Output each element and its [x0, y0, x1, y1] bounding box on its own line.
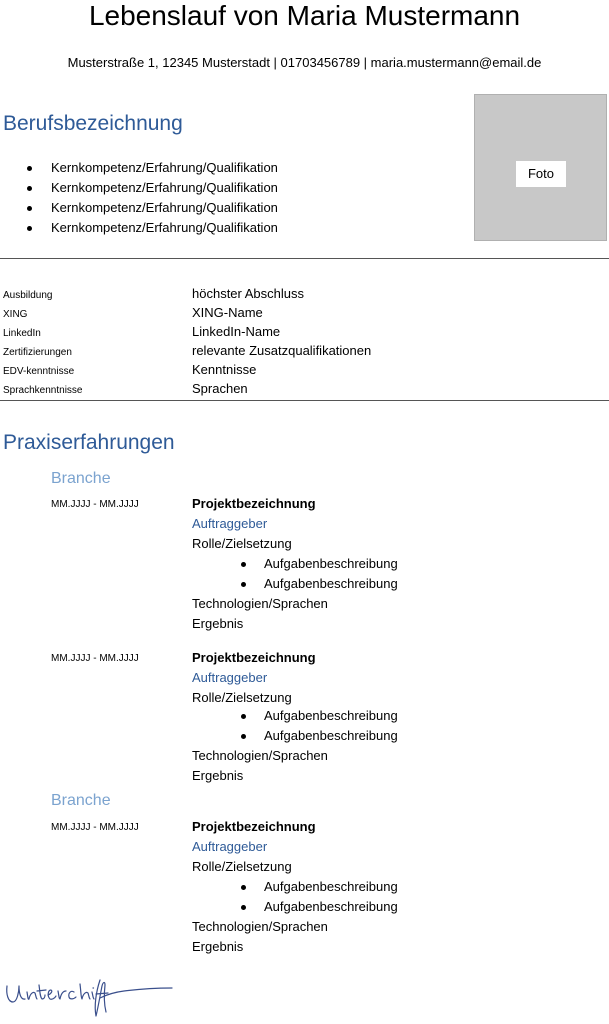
- task-item: Aufgabenbeschreibung: [192, 706, 328, 726]
- project-entry: [192, 817, 398, 957]
- info-row-zertifizierungen: [0, 342, 609, 361]
- info-label: LinkedIn: [3, 328, 41, 339]
- page-title: Lebenslauf von Maria Mustermann: [88, 0, 521, 31]
- info-row-xing: [0, 304, 609, 323]
- bullet-icon: [27, 186, 32, 191]
- project-date: MM.JJJJ - MM.JJJJ: [51, 499, 139, 510]
- project-result: Ergebnis: [192, 768, 244, 783]
- bullet-icon: [241, 562, 246, 567]
- info-row-sprachen: [0, 380, 609, 399]
- task-item: Aufgabenbeschreibung: [192, 877, 328, 897]
- project-tech: Technologien/Sprachen: [192, 596, 328, 611]
- info-value: Kenntnisse: [192, 362, 257, 377]
- info-label: Ausbildung: [3, 290, 53, 301]
- bullet-icon: [241, 714, 246, 719]
- project-date: MM.JJJJ - MM.JJJJ: [51, 822, 139, 833]
- task-item: Aufgabenbeschreibung: [192, 726, 328, 746]
- info-label: Sprachkenntnisse: [3, 385, 83, 396]
- project-title: Projektbezeichnung: [192, 496, 316, 511]
- branche-heading: Branche: [51, 470, 111, 487]
- bullet-icon: [241, 734, 246, 739]
- bullet-icon: [27, 166, 32, 171]
- project-client: Auftraggeber: [192, 670, 268, 685]
- project-role: Rolle/Zielsetzung: [192, 859, 292, 874]
- info-value: XING-Name: [192, 305, 263, 320]
- project-role: Rolle/Zielsetzung: [192, 536, 292, 551]
- task-item: Aufgabenbeschreibung: [192, 897, 328, 917]
- info-row-linkedin: [0, 323, 609, 342]
- info-label: EDV-kenntnisse: [3, 366, 75, 377]
- branche-heading: Branche: [51, 792, 111, 809]
- bullet-icon: [241, 905, 246, 910]
- bullet-icon: [27, 226, 32, 231]
- info-label: Zertifizierungen: [3, 347, 72, 358]
- project-result: Ergebnis: [192, 616, 244, 631]
- project-role: Rolle/Zielsetzung: [192, 690, 292, 705]
- project-entry: [192, 648, 398, 786]
- bullet-icon: [241, 582, 246, 587]
- project-date: MM.JJJJ - MM.JJJJ: [51, 653, 139, 664]
- info-row-ausbildung: [0, 285, 609, 304]
- photo-label: Foto: [516, 161, 566, 187]
- info-label: XING: [3, 309, 28, 320]
- info-value: höchster Abschluss: [192, 286, 305, 301]
- task-item: Aufgabenbeschreibung: [192, 574, 328, 594]
- task-item: Aufgabenbeschreibung: [192, 554, 328, 574]
- contact-line: Musterstraße 1, 12345 Musterstadt | 01703456789 | maria.mustermann@email.de: [67, 55, 542, 70]
- job-title-heading: Berufsbezeichnung: [3, 112, 183, 135]
- divider: [0, 258, 609, 259]
- info-row-edv: [0, 361, 609, 380]
- project-tech: Technologien/Sprachen: [192, 748, 328, 763]
- project-entry: [192, 494, 398, 634]
- divider: [0, 400, 609, 401]
- experience-heading: Praxiserfahrungen: [3, 431, 175, 454]
- project-title: Projektbezeichnung: [192, 819, 316, 834]
- project-client: Auftraggeber: [192, 839, 268, 854]
- project-tech: Technologien/Sprachen: [192, 919, 328, 934]
- project-title: Projektbezeichnung: [192, 650, 316, 665]
- signature-image: [4, 972, 176, 1020]
- info-value: Sprachen: [192, 381, 248, 396]
- info-value: relevante Zusatzqualifikationen: [192, 343, 372, 358]
- bullet-icon: [27, 206, 32, 211]
- project-client: Auftraggeber: [192, 516, 268, 531]
- project-result: Ergebnis: [192, 939, 244, 954]
- bullet-icon: [241, 885, 246, 890]
- photo-placeholder: [474, 94, 607, 241]
- info-value: LinkedIn-Name: [192, 324, 281, 339]
